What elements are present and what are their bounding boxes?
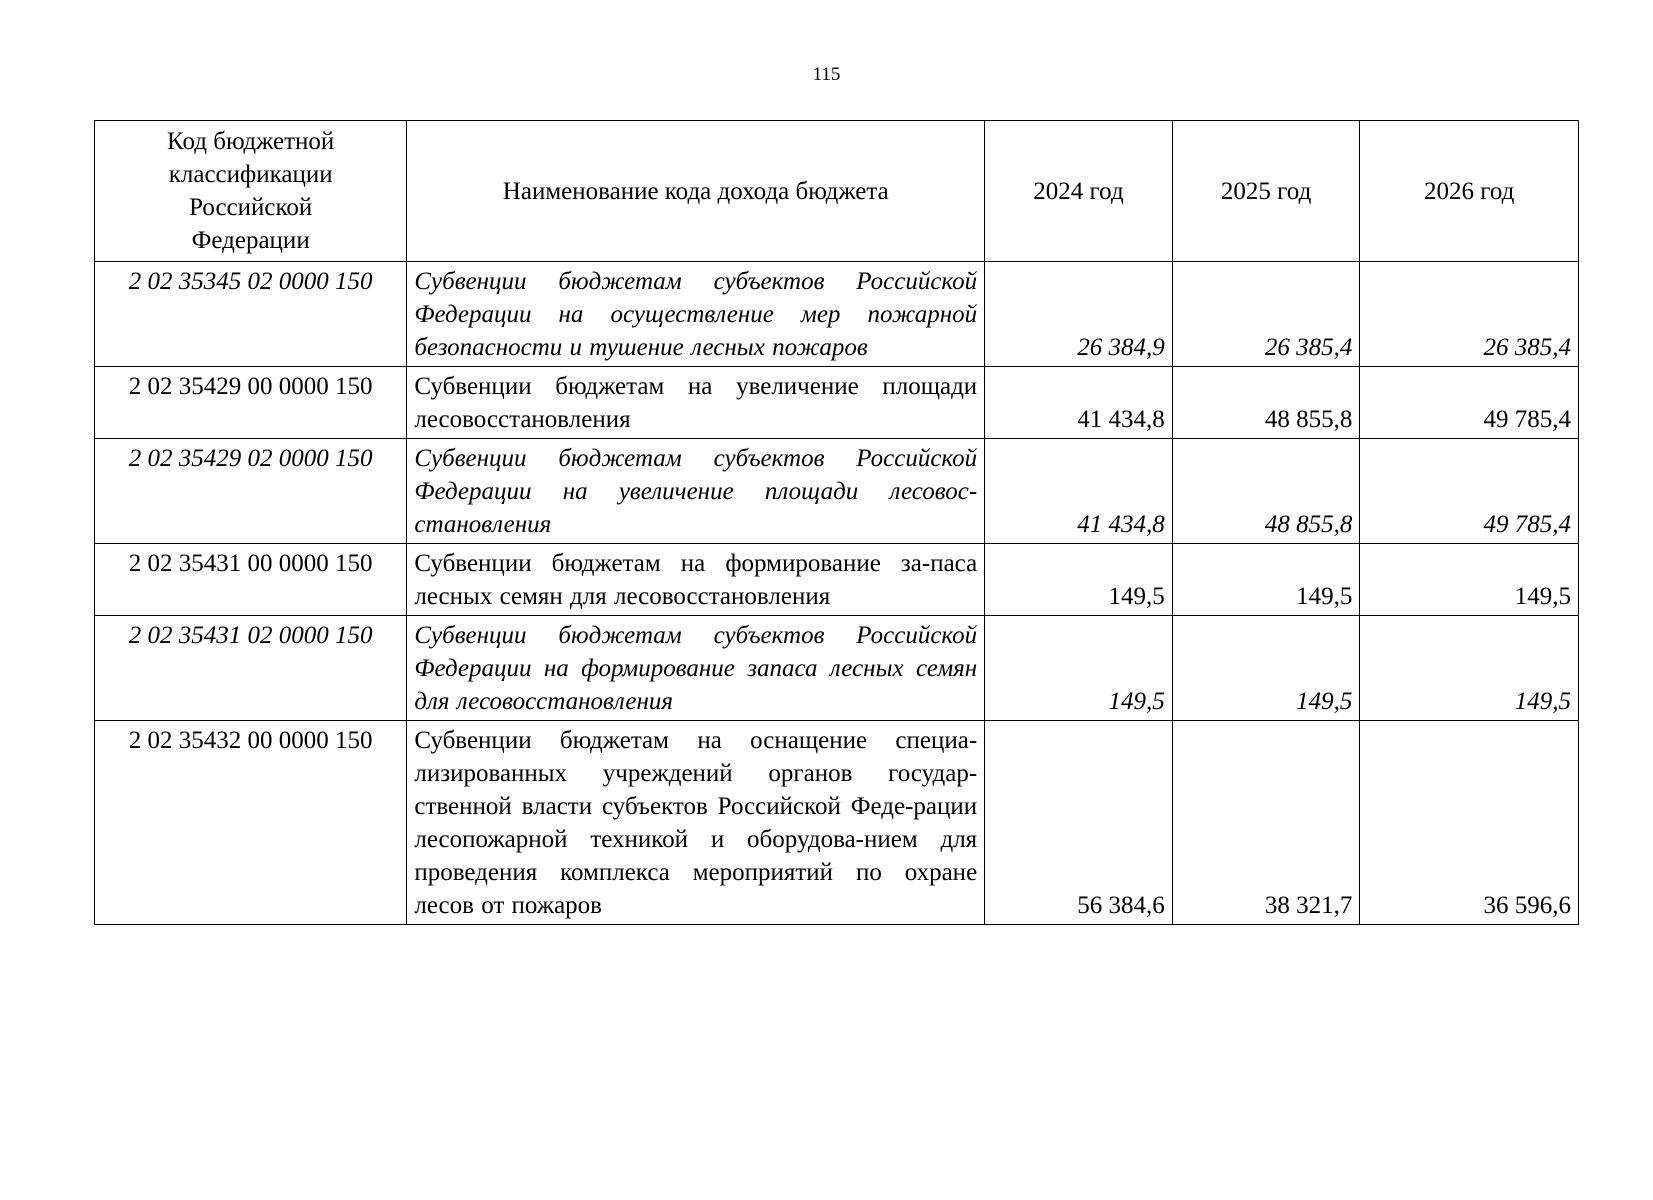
value-2026-cell: 149,5: [1360, 544, 1579, 616]
code-cell: 2 02 35432 00 0000 150: [95, 721, 407, 925]
value-2025-cell: 48 855,8: [1172, 439, 1360, 544]
name-cell: Субвенции бюджетам субъектов Российской Федерации на осуществление мер пожарной безопасности и тушение лесных пожаров: [407, 262, 985, 367]
value-2024-cell: 26 384,9: [985, 262, 1173, 367]
header-2024: 2024 год: [985, 121, 1173, 262]
name-cell: Субвенции бюджетам субъектов Российской Федерации на формирование запаса лесных семян для лесовосстановления: [407, 616, 985, 721]
table-row: [95, 721, 1579, 925]
name-cell: Субвенции бюджетам на оснащение специа-лизированных учреждений органов государ-ственной власти субъектов Российской Феде-рации лесопожарной техникой и оборудова-нием для проведения комплекса мероприятий по охране лесов от пожаров: [407, 721, 985, 925]
header-code: Код бюджетной классификации Российской Федерации: [95, 121, 407, 262]
name-cell: Субвенции бюджетам на формирование за-паса лесных семян для лесовосстановления: [407, 544, 985, 616]
value-2026-cell: 149,5: [1360, 616, 1579, 721]
table-row: [95, 616, 1579, 721]
value-2024-cell: 149,5: [985, 616, 1173, 721]
value-2026-cell: 49 785,4: [1360, 439, 1579, 544]
table-header-row: [95, 121, 1579, 262]
table-row: [95, 262, 1579, 367]
value-2024-cell: 41 434,8: [985, 367, 1173, 439]
value-2025-cell: 26 385,4: [1172, 262, 1360, 367]
code-cell: 2 02 35429 02 0000 150: [95, 439, 407, 544]
budget-income-table: [94, 120, 1579, 925]
table-row: [95, 439, 1579, 544]
table-row: [95, 367, 1579, 439]
value-2025-cell: 38 321,7: [1172, 721, 1360, 925]
value-2026-cell: 36 596,6: [1360, 721, 1579, 925]
value-2026-cell: 26 385,4: [1360, 262, 1579, 367]
value-2025-cell: 149,5: [1172, 616, 1360, 721]
value-2025-cell: 149,5: [1172, 544, 1360, 616]
code-cell: 2 02 35431 00 0000 150: [95, 544, 407, 616]
value-2025-cell: 48 855,8: [1172, 367, 1360, 439]
value-2024-cell: 149,5: [985, 544, 1173, 616]
code-cell: 2 02 35429 00 0000 150: [95, 367, 407, 439]
code-cell: 2 02 35431 02 0000 150: [95, 616, 407, 721]
code-cell: 2 02 35345 02 0000 150: [95, 262, 407, 367]
header-name: Наименование кода дохода бюджета: [407, 121, 985, 262]
header-2025: 2025 год: [1172, 121, 1360, 262]
value-2024-cell: 56 384,6: [985, 721, 1173, 925]
header-2026: 2026 год: [1360, 121, 1579, 262]
name-cell: Субвенции бюджетам субъектов Российской Федерации на увеличение площади лесовос-становления: [407, 439, 985, 544]
page-number: 115: [812, 64, 841, 85]
value-2026-cell: 49 785,4: [1360, 367, 1579, 439]
name-cell: Субвенции бюджетам на увеличение площади лесовосстановления: [407, 367, 985, 439]
value-2024-cell: 41 434,8: [985, 439, 1173, 544]
table-row: [95, 544, 1579, 616]
table-body: [95, 262, 1579, 925]
